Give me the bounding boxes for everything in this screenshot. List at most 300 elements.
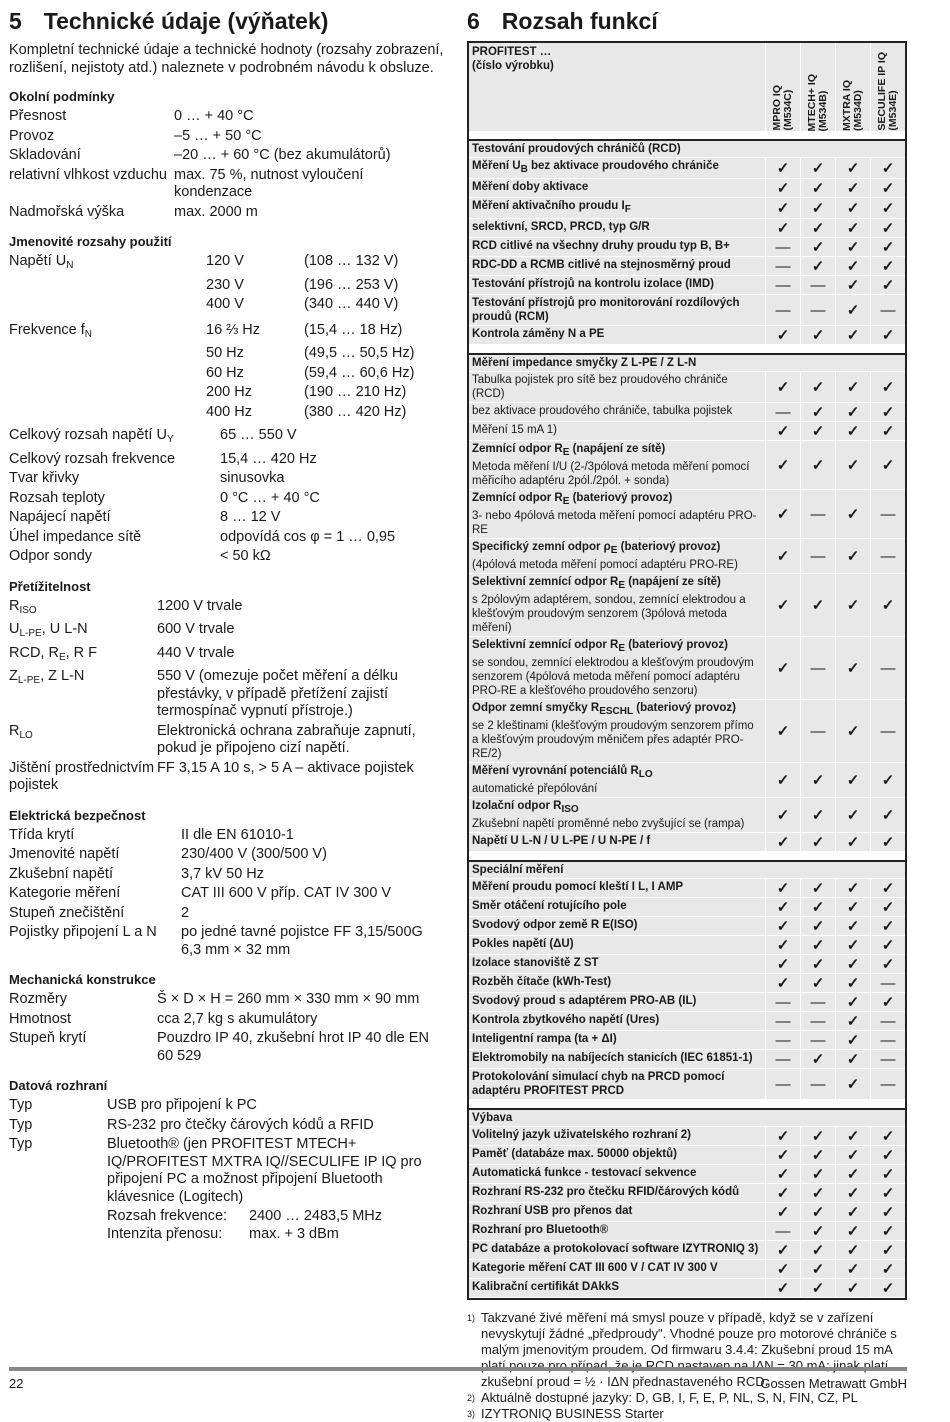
check-mark: ✓: [765, 917, 800, 935]
row-detail: Metoda měření I/U (2-/3pólová metoda měření pomocí měřicího adaptéru 2pól./2pól. + sonda): [472, 461, 750, 487]
check-mark: ✓: [835, 1241, 870, 1259]
row-detail: (4pólová metoda měření pomocí adaptéru PRO-RE): [472, 559, 738, 571]
check-mark: ✓: [800, 1241, 835, 1259]
row-detail: 3- nebo 4pólová metoda měření pomocí adaptéru PRO-RE: [472, 510, 757, 536]
check-mark: ✓: [765, 763, 800, 797]
spec-value: < 50 kΩ: [220, 548, 271, 564]
dash-mark: —: [800, 1069, 835, 1099]
check-mark: ✓: [765, 955, 800, 973]
spec-label: [9, 403, 206, 423]
dash-mark: —: [870, 1012, 905, 1030]
bt-label: Rozsah frekvence:: [107, 1208, 228, 1224]
check-mark: ✓: [870, 833, 905, 851]
check-mark: ✓: [765, 1241, 800, 1259]
row-label: [469, 1279, 765, 1297]
bt-value: 2400 … 2483,5 MHz: [249, 1208, 382, 1224]
check-mark: ✓: [870, 798, 905, 832]
spec-range: (108 … 132 V): [304, 253, 399, 269]
check-mark: ✓: [835, 490, 870, 538]
row-title: Kontrola zbytkového napětí (Ures): [472, 1014, 660, 1026]
check-mark: ✓: [835, 441, 870, 489]
spec-value: Š × D × H = 260 mm × 330 mm × 90 mm: [157, 991, 420, 1007]
row-label: [469, 1146, 765, 1164]
check-mark: ✓: [835, 198, 870, 218]
row-title: Protokolování simulací chyb na PRCD pomocí adaptéru PROFITEST PRCD: [472, 1071, 725, 1097]
spec-value: 2: [181, 904, 190, 921]
table-row: [469, 441, 905, 490]
row-label: [469, 490, 765, 538]
table-row: [469, 993, 905, 1012]
spec-label: Stupeň krytí: [9, 1030, 87, 1046]
row-label: [469, 833, 765, 851]
check-mark: ✓: [835, 879, 870, 897]
overload-heading: Přetížitelnost: [9, 578, 91, 594]
footnote: [467, 1390, 907, 1406]
spec-value: II dle EN 61010-1: [181, 826, 294, 843]
group-heading: Výbava: [469, 1110, 905, 1127]
spec-value: 16 ⅔ Hz: [206, 321, 260, 338]
spec-value: 400 V: [206, 296, 244, 312]
table-row: [469, 326, 905, 345]
group-heading: Měření impedance smyčky Z L-PE / Z L-N: [469, 355, 905, 372]
bt-value: max. + 3 dBm: [249, 1225, 339, 1242]
check-mark: ✓: [835, 917, 870, 935]
check-mark: ✓: [800, 179, 835, 197]
check-mark: ✓: [870, 441, 905, 489]
check-mark: ✓: [765, 179, 800, 197]
row-title: Měření vyrovnání potenciálů RLO: [472, 765, 653, 780]
spec-label: Zkušební napětí: [9, 865, 113, 882]
check-mark: ✓: [835, 993, 870, 1011]
table-row: [469, 539, 905, 574]
page-number: 22: [9, 1376, 24, 1391]
dash-mark: —: [870, 490, 905, 538]
row-title: Směr otáčení rotujícího pole: [472, 900, 627, 912]
spec-range: (340 … 440 V): [304, 296, 399, 312]
spec-label: Napětí $U_N$: [9, 253, 74, 271]
dash-mark: —: [870, 1069, 905, 1099]
row-label: [469, 276, 765, 294]
table-row: [469, 1050, 905, 1069]
check-mark: ✓: [765, 539, 800, 573]
row-title: Rozhraní RS-232 pro čtečku RFID/čárových kódů: [472, 1186, 740, 1198]
row-title: Odpor zemní smyčky RESCHL (bateriový provoz): [472, 702, 736, 717]
footnote-mark: 3): [467, 1409, 476, 1419]
spec-label: Přesnost: [9, 108, 67, 124]
check-mark: ✓: [835, 574, 870, 636]
check-mark: ✓: [870, 1279, 905, 1297]
spec-label: Celkový rozsah frekvence: [9, 450, 176, 467]
check-mark: ✓: [870, 1146, 905, 1164]
technical-data-column: [9, 8, 444, 1244]
check-mark: ✓: [835, 276, 870, 294]
row-detail: bez aktivace proudového chrániče, tabulka pojistek: [472, 405, 733, 417]
check-mark: ✓: [800, 1222, 835, 1240]
spec-range: (15,4 … 18 Hz): [304, 321, 403, 338]
table-row: [469, 1127, 905, 1146]
spec-value: 0 … + 40 °C: [174, 108, 254, 124]
check-mark: ✓: [835, 1146, 870, 1164]
row-label: [469, 238, 765, 256]
check-mark: ✓: [800, 422, 835, 440]
company-name: Gossen Metrawatt GmbH: [760, 1376, 907, 1391]
spec-label: Úhel impedance sítě: [9, 528, 142, 545]
row-label: [469, 198, 765, 218]
spec-value: 230/400 V (300/500 V): [181, 846, 327, 862]
row-label: [469, 179, 765, 197]
spec-label: [9, 364, 206, 384]
check-mark: ✓: [870, 403, 905, 421]
footnotes: [467, 1310, 907, 1422]
dash-mark: —: [765, 257, 800, 275]
row-label: [469, 993, 765, 1011]
check-mark: ✓: [835, 158, 870, 178]
table-row: [469, 1184, 905, 1203]
column-mpro: MPRO IQ (M534C): [771, 85, 794, 131]
row-label: [469, 879, 765, 897]
electrical-heading: Elektrická bezpečnost: [9, 807, 146, 823]
check-mark: ✓: [765, 1260, 800, 1278]
table-row: [469, 198, 905, 219]
row-label: [469, 1050, 765, 1068]
check-mark: ✓: [765, 1184, 800, 1202]
footnote-text: Takzvané živé měření má smysl pouze v případě, když se v zařízení nevyskytují žádné „předproudy". Vhodné pouze pro motorové chrániče s malým jmenovitým proudem. Od firmwaru 3.4.4: Zkušební proud 15 mA platí pouze pro případ, že je RCD nastaven na IΔN = 30 mA; jinak platí zkušební proud = ½ · IΔN přednastaveného RCD.: [481, 1310, 897, 1389]
table-row: [469, 238, 905, 257]
row-title: Měření proudu pomocí kleští I L, I AMP: [472, 881, 684, 893]
check-mark: ✓: [800, 917, 835, 935]
spec-value: 230 V: [206, 276, 244, 293]
check-mark: ✓: [835, 1184, 870, 1202]
table-row: [469, 936, 905, 955]
spec-value: max. 2000 m: [174, 203, 258, 220]
footnote-mark: 2): [467, 1393, 476, 1403]
spec-label: Tvar křivky: [9, 470, 80, 486]
check-mark: ✓: [870, 936, 905, 954]
table-row: [469, 574, 905, 637]
section-number: 5: [9, 8, 22, 34]
check-mark: ✓: [835, 1260, 870, 1278]
check-mark: ✓: [800, 955, 835, 973]
check-mark: ✓: [835, 422, 870, 440]
check-mark: ✓: [765, 372, 800, 402]
table-row: [469, 1031, 905, 1050]
check-mark: ✓: [800, 763, 835, 797]
row-title: Rozběh čítače (kWh-Test): [472, 976, 612, 988]
check-mark: ✓: [870, 238, 905, 256]
check-mark: ✓: [765, 1279, 800, 1297]
row-title: Kalibrační certifikát DAkkS: [472, 1281, 620, 1293]
spec-label: Nadmořská výška: [9, 203, 125, 220]
subscript: L-PE: [17, 675, 41, 686]
check-mark: ✓: [870, 1260, 905, 1278]
row-title: Specifický zemní odpor ρE (bateriový provoz): [472, 541, 721, 556]
dash-mark: —: [870, 1050, 905, 1068]
check-mark: ✓: [800, 257, 835, 275]
table-group: [469, 860, 905, 1100]
row-title: Kontrola záměny N a PE: [472, 328, 605, 340]
spec-label: [9, 383, 206, 403]
subscript: E: [562, 447, 570, 458]
table-row: [469, 700, 905, 763]
spec-label: Pojistky připojení L a N: [9, 924, 157, 940]
spec-value: po jedné tavné pojistce FF 3,15/500G 6,3 mm × 32 mm: [181, 924, 423, 958]
check-mark: ✓: [765, 637, 800, 699]
bluetooth-params: [107, 1207, 444, 1244]
check-mark: ✓: [870, 763, 905, 797]
row-label: [469, 1165, 765, 1183]
row-title: Volitelný jazyk uživatelského rozhraní 2): [472, 1129, 691, 1141]
dash-mark: —: [765, 1069, 800, 1099]
spec-label: $R_{ISO}$: [9, 597, 37, 616]
spec-value: –5 … + 50 °C: [174, 127, 262, 144]
row-label: [469, 1222, 765, 1240]
check-mark: ✓: [800, 238, 835, 256]
row-detail: Měření 15 mA 1): [472, 424, 558, 436]
table-group: [469, 353, 905, 852]
check-mark: ✓: [800, 574, 835, 636]
mechanical-heading: Mechanická konstrukce: [9, 972, 156, 987]
row-label: [469, 1127, 765, 1145]
spec-label: Kategorie měření: [9, 885, 121, 901]
dash-mark: —: [800, 1012, 835, 1030]
table-row: [469, 1260, 905, 1279]
dash-mark: —: [870, 637, 905, 699]
check-mark: ✓: [800, 1260, 835, 1278]
spec-value: 400 Hz: [206, 403, 252, 420]
row-label: [469, 257, 765, 275]
table-row: [469, 833, 905, 852]
check-mark: ✓: [870, 1241, 905, 1259]
section-heading-6: [467, 8, 907, 35]
spec-value: 200 Hz: [206, 384, 252, 400]
row-title: Izolace stanoviště Z ST: [472, 957, 599, 969]
spec-value: 0 °C … + 40 °C: [220, 489, 320, 506]
row-title: Rozhraní pro Bluetooth®: [472, 1224, 609, 1236]
check-mark: ✓: [765, 441, 800, 489]
check-mark: ✓: [800, 898, 835, 916]
check-mark: ✓: [765, 1203, 800, 1221]
row-label: [469, 372, 765, 402]
spec-value: 15,4 … 420 Hz: [220, 450, 317, 467]
row-label: [469, 974, 765, 992]
check-mark: ✓: [765, 833, 800, 851]
table-row: [469, 403, 905, 422]
row-title: Zemnící odpor RE (bateriový provoz): [472, 492, 673, 507]
spec-value: 8 … 12 V: [220, 509, 281, 525]
check-mark: ✓: [765, 1165, 800, 1183]
spec-value: Bluetooth® (jen PROFITEST MTECH+ IQ/PROFITEST MXTRA IQ//SECULIFE IP IQ pro připojení PC a možnost připojení Bluetooth klávesnice (Logitech): [107, 1136, 422, 1205]
table-row: [469, 1279, 905, 1298]
table-row: [469, 879, 905, 898]
check-mark: ✓: [870, 898, 905, 916]
page-footer: [9, 1367, 907, 1391]
subscript: B: [520, 164, 528, 175]
check-mark: ✓: [800, 1203, 835, 1221]
check-mark: ✓: [870, 1184, 905, 1202]
footnote-text: Aktuálně dostupné jazyky: D, GB, I, F, E, P, NL, S, N, FIN, CZ, PL: [481, 1390, 858, 1405]
row-label: [469, 936, 765, 954]
row-label: [469, 1012, 765, 1030]
group-heading: Testování proudových chráničů (RCD): [469, 141, 905, 158]
check-mark: ✓: [835, 403, 870, 421]
subscript: Y: [166, 434, 174, 445]
spec-value: odpovídá cos φ = 1 … 0,95: [220, 528, 396, 545]
check-mark: ✓: [800, 1127, 835, 1145]
check-mark: ✓: [800, 974, 835, 992]
check-mark: ✓: [835, 763, 870, 797]
spec-value: cca 2,7 kg s akumulátory: [157, 1010, 318, 1027]
check-mark: ✓: [835, 326, 870, 344]
spec-label: $U_{L-PE}$, U L-N: [9, 621, 88, 639]
spec-label: RCD, $R_E$, R F: [9, 644, 98, 663]
spec-value: max. 75 %, nutnost vyloučení kondenzace: [174, 166, 364, 200]
row-label: [469, 403, 765, 421]
table-row: [469, 1203, 905, 1222]
dash-mark: —: [800, 700, 835, 762]
bt-label: Intenzita přenosu:: [107, 1225, 223, 1242]
spec-label: [9, 1207, 107, 1244]
row-label: [469, 637, 765, 699]
table-row: [469, 637, 905, 700]
spec-label: Hmotnost: [9, 1010, 72, 1027]
spec-label: [9, 344, 206, 364]
row-title: Testování přístrojů pro monitorování rozdílových proudů (RCM): [472, 297, 740, 323]
row-label: [469, 917, 765, 935]
check-mark: ✓: [800, 798, 835, 832]
check-mark: ✓: [835, 1012, 870, 1030]
check-mark: ✓: [870, 1165, 905, 1183]
check-mark: ✓: [765, 326, 800, 344]
check-mark: ✓: [800, 936, 835, 954]
row-title: Měření aktivačního proudu IF: [472, 200, 631, 215]
spec-value: 1200 V trvale: [157, 597, 243, 614]
footnote-mark: 1): [467, 1313, 476, 1323]
table-row: [469, 422, 905, 441]
check-mark: ✓: [765, 898, 800, 916]
dash-mark: —: [765, 1222, 800, 1240]
spec-value: USB pro připojení k PC: [107, 1097, 257, 1113]
check-mark: ✓: [835, 955, 870, 973]
spec-value: 440 V trvale: [157, 644, 235, 661]
section-number-6: 6: [467, 8, 480, 34]
table-row: [469, 490, 905, 539]
dash-mark: —: [765, 276, 800, 294]
table-row: [469, 974, 905, 993]
row-detail: se 2 kleštinami (klešťovým proudovým senzorem přímo a klešťovým proudovým měničem přes adaptér PRO-RE/2): [472, 720, 754, 760]
row-label: [469, 158, 765, 178]
row-title: Paměť (databáze max. 50000 objektů): [472, 1148, 677, 1160]
dash-mark: —: [765, 295, 800, 325]
spec-value: Pouzdro IP 40, zkušební hrot IP 40 dle EN 60 529: [157, 1030, 429, 1064]
dash-mark: —: [870, 700, 905, 762]
table-row: [469, 295, 905, 326]
row-label: [469, 898, 765, 916]
row-label: [469, 219, 765, 237]
dash-mark: —: [800, 490, 835, 538]
check-mark: ✓: [835, 1050, 870, 1068]
check-mark: ✓: [800, 1146, 835, 1164]
check-mark: ✓: [870, 219, 905, 237]
table-row: [469, 1069, 905, 1100]
check-mark: ✓: [800, 326, 835, 344]
check-mark: ✓: [835, 1222, 870, 1240]
env-table: [9, 107, 444, 222]
subscript: ISO: [561, 804, 579, 815]
column-mtech: MTECH+ IQ (M534B): [806, 73, 829, 131]
check-mark: ✓: [835, 257, 870, 275]
spec-value: 60 Hz: [206, 364, 244, 381]
dash-mark: —: [800, 993, 835, 1011]
row-title: Izolační odpor RISO: [472, 800, 579, 815]
section-title-6: Rozsah funkcí: [501, 8, 658, 34]
footnote-text: IZYTRONIQ BUSINESS Starter: [481, 1406, 664, 1421]
table-row: [469, 179, 905, 198]
subscript: E: [618, 643, 626, 654]
check-mark: ✓: [835, 372, 870, 402]
table-row: [469, 219, 905, 238]
spec-range: (49,5 … 50,5 Hz): [304, 345, 415, 361]
dash-mark: —: [765, 238, 800, 256]
dash-mark: —: [765, 1012, 800, 1030]
row-title: Měření UB bez aktivace proudového chrániče: [472, 160, 719, 175]
check-mark: ✓: [765, 936, 800, 954]
spec-label: Napájecí napětí: [9, 509, 111, 525]
table-row: [469, 798, 905, 833]
spec-value: 3,7 kV 50 Hz: [181, 865, 265, 882]
check-mark: ✓: [800, 1184, 835, 1202]
subscript: LO: [19, 729, 33, 741]
check-mark: ✓: [835, 833, 870, 851]
check-mark: ✓: [765, 490, 800, 538]
dash-mark: —: [765, 1050, 800, 1068]
spec-value: sinusovka: [220, 470, 285, 486]
spec-value: 50 Hz: [206, 345, 244, 361]
dash-mark: —: [800, 295, 835, 325]
check-mark: ✓: [870, 276, 905, 294]
group-heading: Speciální měření: [469, 862, 905, 879]
row-label: [469, 700, 765, 762]
check-mark: ✓: [835, 798, 870, 832]
check-mark: ✓: [870, 1203, 905, 1221]
row-title: PC databáze a protokolovací software IZYTRONIQ 3): [472, 1243, 759, 1255]
spec-range: (196 … 253 V): [304, 276, 399, 293]
check-mark: ✓: [835, 936, 870, 954]
row-title: Testování přístrojů na kontrolu izolace (IMD): [472, 278, 714, 290]
row-title: Svodový odpor země R E(ISO): [472, 919, 638, 931]
subscript: E: [562, 496, 570, 507]
row-title: Svodový proud s adaptérem PRO-AB (IL): [472, 995, 697, 1007]
row-title: Inteligentní rampa (ta + ΔI): [472, 1033, 617, 1045]
row-label: [469, 1203, 765, 1221]
table-row: [469, 763, 905, 798]
subscript: E: [58, 651, 66, 663]
table-group: [469, 1108, 905, 1298]
row-detail: Zkušební napětí proměnné nebo zvyšující se (rampa): [472, 818, 745, 830]
check-mark: ✓: [800, 1050, 835, 1068]
row-label: [469, 1031, 765, 1049]
row-detail: automatické přepólování: [472, 783, 598, 795]
row-title: Pokles napětí (ΔU): [472, 938, 574, 950]
spec-value: –20 … + 60 °C (bez akumulátorů): [174, 147, 391, 163]
spec-label: [9, 276, 206, 296]
row-title: selektivní, SRCD, PRCD, typ G/R: [472, 221, 650, 233]
spec-value: 600 V trvale: [157, 621, 235, 637]
spec-range: (190 … 210 Hz): [304, 384, 407, 400]
check-mark: ✓: [800, 219, 835, 237]
check-mark: ✓: [765, 798, 800, 832]
spec-range: (59,4 … 60,6 Hz): [304, 364, 415, 381]
spec-label: Stupeň znečištění: [9, 904, 125, 921]
